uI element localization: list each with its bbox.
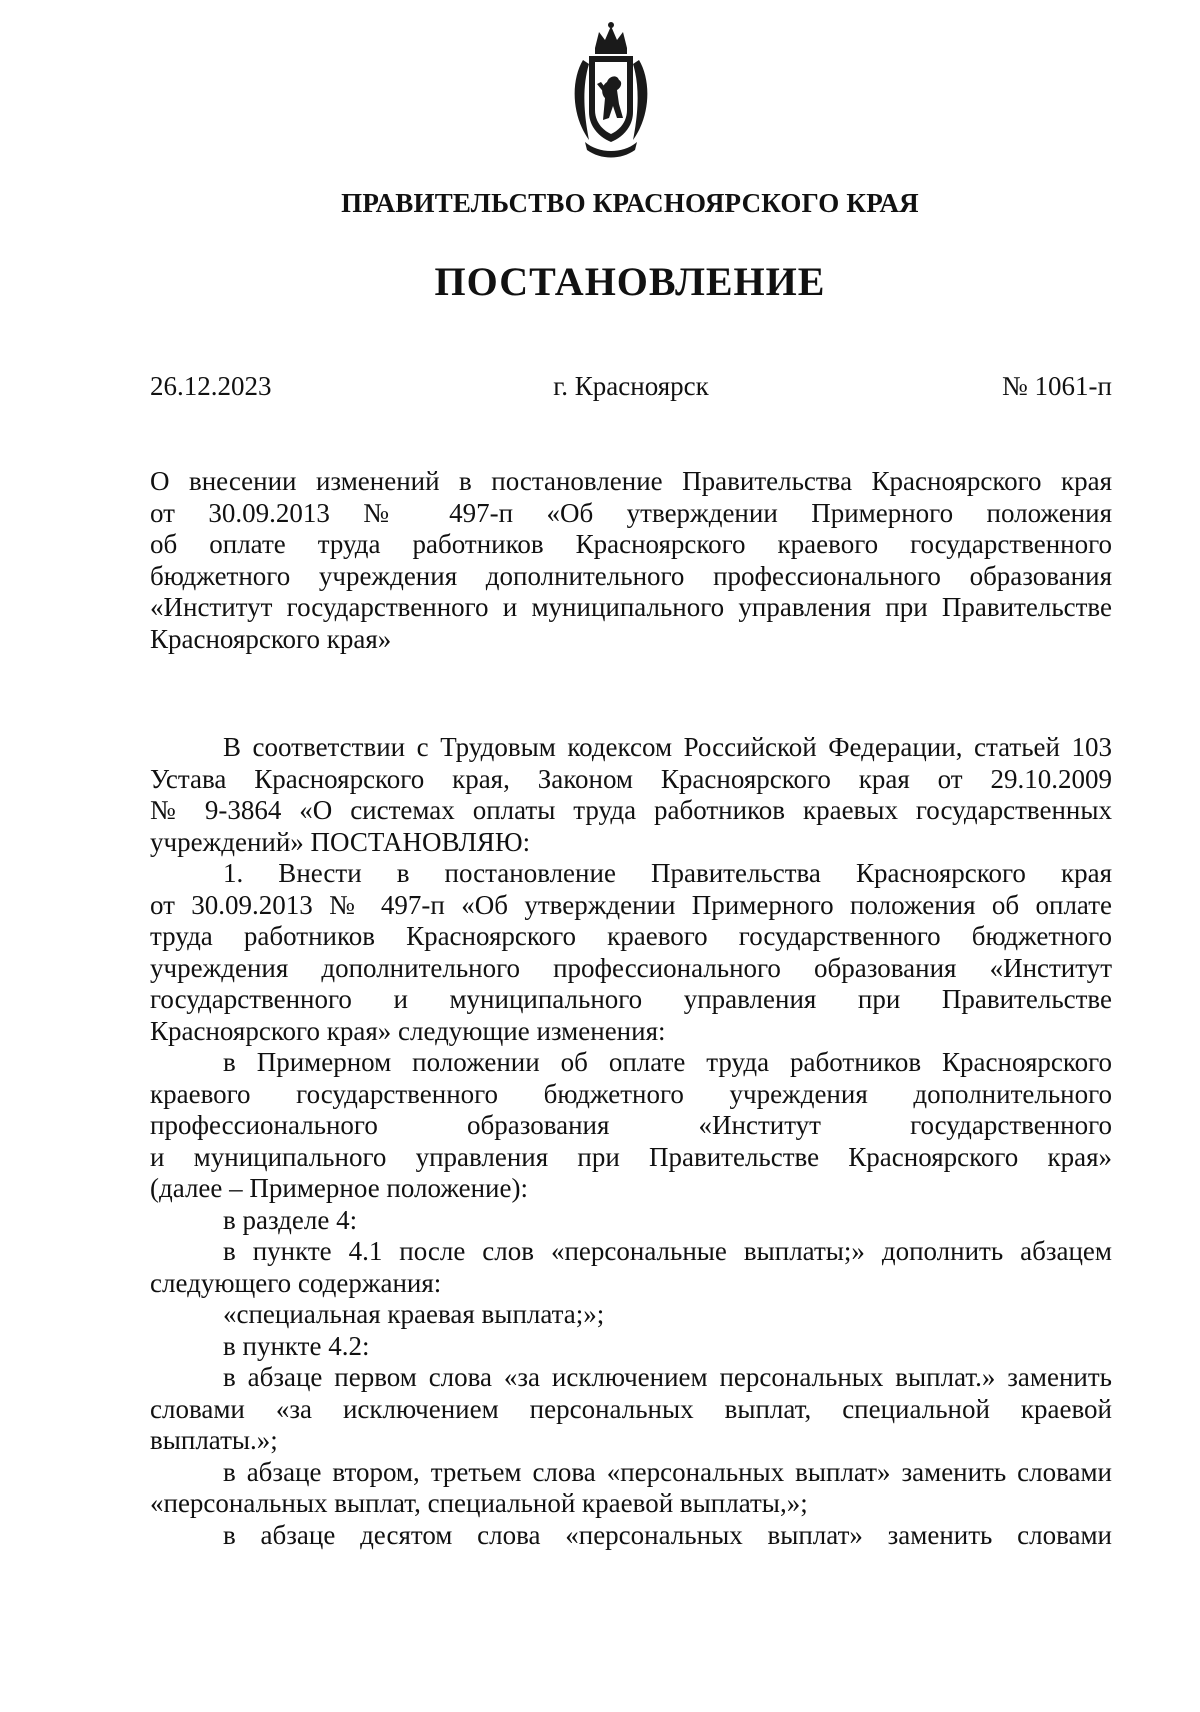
body-line: № 9-3864 «О системах оплаты труда работников краевых государственных — [150, 795, 1112, 825]
subject-line: Красноярского края» — [150, 623, 392, 654]
body-line: Устава Красноярского края, Законом Красноярского края от 29.10.2009 — [150, 763, 1112, 794]
body-line: труда работников Красноярского краевого государственного бюджетного — [150, 921, 1112, 951]
body-line: в абзаце втором, третьем слова «персональных выплат» заменить словами — [223, 1456, 1112, 1487]
body-line: от 30.09.2013 № 497-п «Об утверждении Примерного положения об оплате — [150, 889, 1112, 920]
body-line: в абзаце первом слова «за исключением персональных выплат.» заменить — [223, 1362, 1112, 1392]
body-line: словами «за исключением персональных выплат, специальной краевой — [150, 1393, 1112, 1424]
document-number: № 1061-п — [1002, 371, 1112, 401]
body-line: выплаты.»; — [150, 1425, 278, 1455]
subject-line: от 30.09.2013 № 497-п «Об утверждении Примерного положения — [150, 497, 1112, 528]
body-line: «специальная краевая выплата;»; — [223, 1299, 605, 1329]
body-line: Красноярского края» следующие изменения: — [150, 1015, 666, 1046]
body-line: «персональных выплат, специальной краевой выплаты,»; — [150, 1488, 808, 1518]
document-meta-row — [150, 368, 1112, 404]
document-city: г. Красноярск — [553, 371, 709, 401]
subject-line: «Институт государственного и муниципального управления при Правительстве — [150, 592, 1112, 622]
document-type-title: ПОСТАНОВЛЕНИЕ — [434, 259, 826, 304]
body-line: следующего содержания: — [150, 1267, 442, 1298]
body-line: в пункте 4.1 после слов «персональные выплаты;» дополнить абзацем — [223, 1236, 1112, 1266]
body-line: краевого государственного бюджетного учреждения дополнительного — [150, 1078, 1112, 1109]
body-line: государственного и муниципального управления при Правительстве — [150, 984, 1112, 1014]
document-date: 26.12.2023 — [150, 371, 272, 401]
body-line: В соответствии с Трудовым кодексом Российской Федерации, статьей 103 — [223, 732, 1112, 762]
body-line: учреждения дополнительного профессионального образования «Институт — [150, 952, 1112, 983]
body-line: в абзаце десятом слова «персональных выплат» заменить словами — [223, 1519, 1112, 1550]
body-line: и муниципального управления при Правительстве Красноярского края» — [150, 1141, 1112, 1172]
government-title: ПРАВИТЕЛЬСТВО КРАСНОЯРСКОГО КРАЯ — [341, 188, 919, 218]
subject-line: О внесении изменений в постановление Правительства Красноярского края — [150, 466, 1112, 496]
subject-line: об оплате труда работников Красноярского краевого государственного — [150, 529, 1112, 559]
coat-of-arms-emblem — [565, 20, 657, 160]
body-line: профессионального образования «Институт государственного — [150, 1110, 1112, 1140]
body-line: 1. Внести в постановление Правительства Красноярского края — [223, 858, 1112, 888]
document-subject — [150, 466, 1112, 655]
body-line: в пункте 4.2: — [223, 1330, 370, 1361]
body-line: в разделе 4: — [223, 1204, 358, 1235]
body-line: (далее – Примерное положение): — [150, 1173, 528, 1203]
subject-line: бюджетного учреждения дополнительного профессионального образования — [150, 560, 1112, 591]
document-body — [150, 732, 1112, 1551]
body-line: в Примерном положении об оплате труда работников Красноярского — [223, 1047, 1112, 1077]
body-line: учреждений» ПОСТАНОВЛЯЮ: — [150, 826, 531, 857]
